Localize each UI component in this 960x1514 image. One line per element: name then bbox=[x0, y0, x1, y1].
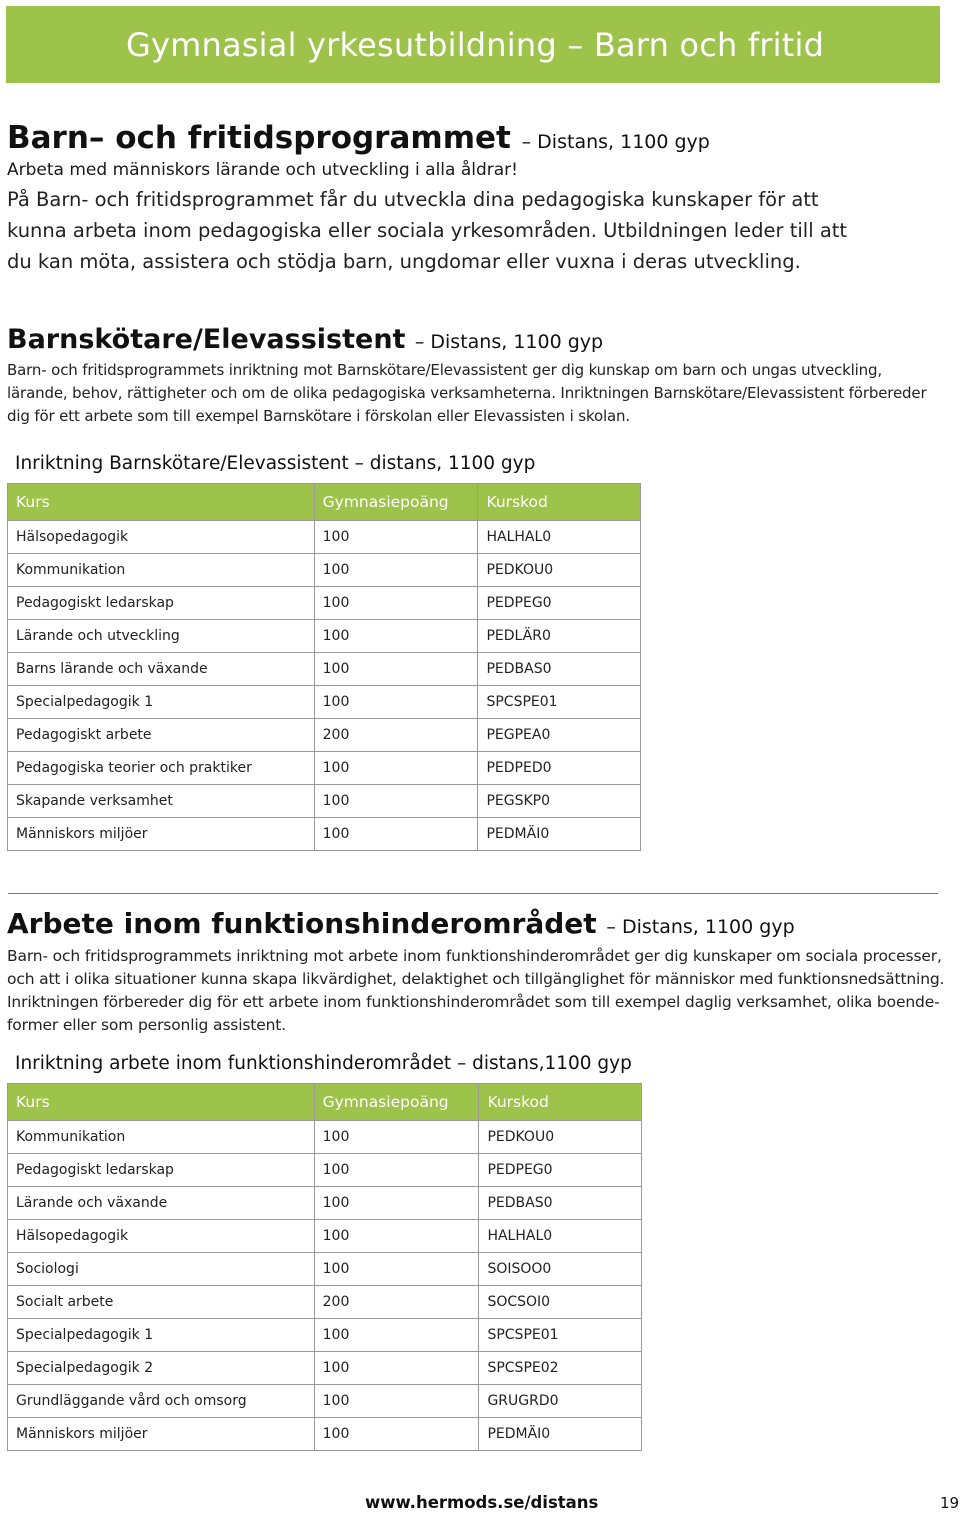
program-section bbox=[7, 120, 847, 277]
header-kurskod: Kurskod bbox=[479, 1084, 642, 1121]
course-points: 100 bbox=[314, 1220, 479, 1253]
course-code: SPCSPE02 bbox=[479, 1352, 642, 1385]
section2-paragraph bbox=[7, 945, 944, 1037]
header-gymnasiepoang: Gymnasiepoäng bbox=[314, 484, 478, 521]
course-name: Pedagogiska teorier och praktiker bbox=[8, 752, 315, 785]
course-code: PEDPED0 bbox=[478, 752, 641, 785]
section1-heading bbox=[7, 323, 927, 359]
section1-line-2: lärande, behov, rättigheter och om de olika pedagogiska verksamheterna. Inriktningen Barnskötare/Elevassistent förbereder bbox=[7, 384, 927, 402]
table2-caption: Inriktning arbete inom funktionshinderområdet – distans,1100 gyp bbox=[15, 1053, 632, 1074]
course-table-barnskotare bbox=[7, 483, 641, 851]
course-name: Pedagogiskt arbete bbox=[8, 719, 315, 752]
course-points: 100 bbox=[314, 785, 478, 818]
section1-subtitle: – Distans, 1100 gyp bbox=[414, 331, 604, 353]
section-divider bbox=[8, 893, 938, 894]
table-row bbox=[8, 1418, 642, 1451]
table-row bbox=[8, 521, 641, 554]
course-points: 100 bbox=[314, 521, 478, 554]
section1-line-1: Barn- och fritidsprogrammets inriktning mot Barnskötare/Elevassistent ger dig kunskap om barn och ungas utveckling, bbox=[7, 361, 883, 379]
section2-line-1: Barn- och fritidsprogrammets inriktning mot arbete inom funktionshinderområdet ger dig kunskaper om sociala processer, bbox=[7, 947, 942, 965]
course-code: PEGPEA0 bbox=[478, 719, 641, 752]
course-points: 100 bbox=[314, 554, 478, 587]
course-name: Specialpedagogik 1 bbox=[8, 1319, 315, 1352]
section2-line-4: former eller som personlig assistent. bbox=[7, 1016, 286, 1034]
table-row bbox=[8, 1187, 642, 1220]
program-line-1: På Barn- och fritidsprogrammet får du utveckla dina pedagogiska kunskaper för att bbox=[7, 188, 819, 211]
table1-caption: Inriktning Barnskötare/Elevassistent – distans, 1100 gyp bbox=[15, 453, 536, 474]
table-header-row bbox=[8, 484, 641, 521]
footer-link[interactable]: www.hermods.se/distans bbox=[365, 1493, 599, 1512]
course-name: Specialpedagogik 1 bbox=[8, 686, 315, 719]
section1-line-3: dig för ett arbete som till exempel Barnskötare i förskolan eller Elevassisten i skolan. bbox=[7, 407, 631, 425]
course-code: PEDBAS0 bbox=[479, 1187, 642, 1220]
table-header-row bbox=[8, 1084, 642, 1121]
table-row bbox=[8, 554, 641, 587]
table-row bbox=[8, 653, 641, 686]
table-row bbox=[8, 752, 641, 785]
course-name: Hälsopedagogik bbox=[8, 1220, 315, 1253]
course-name: Specialpedagogik 2 bbox=[8, 1352, 315, 1385]
table-row bbox=[8, 1154, 642, 1187]
course-name: Människors miljöer bbox=[8, 818, 315, 851]
table-row bbox=[8, 1286, 642, 1319]
course-name: Pedagogiskt ledarskap bbox=[8, 1154, 315, 1187]
course-points: 100 bbox=[314, 587, 478, 620]
table-row bbox=[8, 1352, 642, 1385]
course-points: 200 bbox=[314, 1286, 479, 1319]
course-name: Socialt arbete bbox=[8, 1286, 315, 1319]
table-row bbox=[8, 719, 641, 752]
course-name: Sociologi bbox=[8, 1253, 315, 1286]
table-row bbox=[8, 1253, 642, 1286]
header-gymnasiepoang: Gymnasiepoäng bbox=[314, 1084, 479, 1121]
section2-subtitle: – Distans, 1100 gyp bbox=[606, 916, 795, 938]
course-code: SOISOO0 bbox=[479, 1253, 642, 1286]
course-points: 100 bbox=[314, 818, 478, 851]
section-funktionshinder bbox=[7, 906, 944, 1037]
course-name: Grundläggande vård och omsorg bbox=[8, 1385, 315, 1418]
course-points: 100 bbox=[314, 1154, 479, 1187]
course-points: 100 bbox=[314, 1187, 479, 1220]
course-points: 100 bbox=[314, 1319, 479, 1352]
course-name: Barns lärande och växande bbox=[8, 653, 315, 686]
header-banner bbox=[6, 6, 940, 83]
course-points: 100 bbox=[314, 653, 478, 686]
section2-heading bbox=[7, 906, 944, 945]
course-code: PEDMÄI0 bbox=[479, 1418, 642, 1451]
course-name: Hälsopedagogik bbox=[8, 521, 315, 554]
program-line-2: kunna arbeta inom pedagogiska eller sociala yrkesområden. Utbildningen leder till att bbox=[7, 219, 848, 242]
section2-title: Arbete inom funktionshinderområdet bbox=[7, 907, 597, 940]
program-lead: Arbeta med människors lärande och utveckling i alla åldrar! bbox=[7, 160, 518, 180]
course-name: Människors miljöer bbox=[8, 1418, 315, 1451]
course-points: 100 bbox=[314, 752, 478, 785]
program-line-3: du kan möta, assistera och stödja barn, ungdomar eller vuxna i deras utveckling. bbox=[7, 250, 801, 273]
course-points: 100 bbox=[314, 1253, 479, 1286]
course-code: HALHAL0 bbox=[479, 1220, 642, 1253]
course-code: PEDMÄI0 bbox=[478, 818, 641, 851]
course-name: Kommunikation bbox=[8, 1121, 315, 1154]
section1-paragraph bbox=[7, 359, 927, 428]
course-code: PEDLÄR0 bbox=[478, 620, 641, 653]
course-points: 100 bbox=[314, 620, 478, 653]
course-code: PEDKOU0 bbox=[478, 554, 641, 587]
course-name: Skapande verksamhet bbox=[8, 785, 315, 818]
course-points: 100 bbox=[314, 1418, 479, 1451]
program-subtitle: – Distans, 1100 gyp bbox=[521, 131, 710, 153]
header-kurs: Kurs bbox=[8, 484, 315, 521]
program-title: Barn– och fritidsprogrammet bbox=[7, 120, 511, 156]
course-code: HALHAL0 bbox=[478, 521, 641, 554]
course-name: Lärande och växande bbox=[8, 1187, 315, 1220]
table-row bbox=[8, 1385, 642, 1418]
course-name: Pedagogiskt ledarskap bbox=[8, 587, 315, 620]
table-row bbox=[8, 620, 641, 653]
course-code: SPCSPE01 bbox=[478, 686, 641, 719]
section2-line-3: Inriktningen förbereder dig för ett arbete inom funktionshinderområdet som till exempel daglig verksamhet, olika boende- bbox=[7, 993, 940, 1011]
course-code: PEGSKP0 bbox=[478, 785, 641, 818]
page-number: 19 bbox=[940, 1494, 960, 1512]
course-points: 200 bbox=[314, 719, 478, 752]
program-heading bbox=[7, 120, 847, 160]
course-points: 100 bbox=[314, 686, 478, 719]
course-points: 100 bbox=[314, 1121, 479, 1154]
table-row bbox=[8, 587, 641, 620]
section2-line-2: och att i olika situationer kunna skapa likvärdighet, delaktighet och tillgänglighet för människor med funktionsnedsättning. bbox=[7, 970, 945, 988]
course-code: PEDPEG0 bbox=[479, 1154, 642, 1187]
course-code: PEDBAS0 bbox=[478, 653, 641, 686]
course-code: SOCSOI0 bbox=[479, 1286, 642, 1319]
course-table-funktionshinder bbox=[7, 1083, 642, 1451]
course-code: PEDKOU0 bbox=[479, 1121, 642, 1154]
table-row bbox=[8, 1121, 642, 1154]
course-name: Lärande och utveckling bbox=[8, 620, 315, 653]
table-row bbox=[8, 686, 641, 719]
course-points: 100 bbox=[314, 1385, 479, 1418]
program-paragraph bbox=[7, 184, 847, 277]
course-code: GRUGRD0 bbox=[479, 1385, 642, 1418]
section1-title: Barnskötare/Elevassistent bbox=[7, 324, 406, 355]
table-row bbox=[8, 1220, 642, 1253]
table-row bbox=[8, 818, 641, 851]
header-kurs: Kurs bbox=[8, 1084, 315, 1121]
table-row bbox=[8, 1319, 642, 1352]
table-row bbox=[8, 785, 641, 818]
course-points: 100 bbox=[314, 1352, 479, 1385]
section-barnskotare bbox=[7, 323, 927, 428]
course-code: PEDPEG0 bbox=[478, 587, 641, 620]
course-name: Kommunikation bbox=[8, 554, 315, 587]
header-kurskod: Kurskod bbox=[478, 484, 641, 521]
banner-title: Gymnasial yrkesutbildning – Barn och fritid bbox=[126, 26, 825, 64]
course-code: SPCSPE01 bbox=[479, 1319, 642, 1352]
